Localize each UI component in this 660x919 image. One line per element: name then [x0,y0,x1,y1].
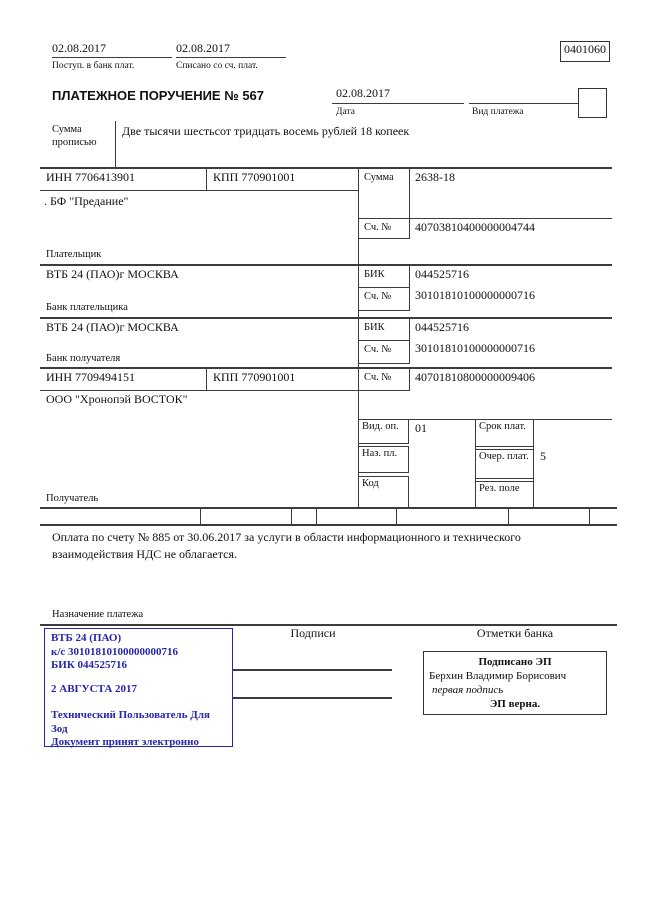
grid-line [396,508,397,525]
bank-marks-label: Отметки банка [476,626,554,640]
grid-line [589,508,590,525]
payee-bank-account-label: Сч. № [364,344,392,355]
stamp-bik: БИК 044525716 [51,659,128,671]
grid-line [40,367,612,369]
grid-line [358,287,410,288]
form-code-box [560,41,610,62]
signature-line [233,697,392,699]
document-date: 02.08.2017 [336,86,390,100]
cell-code-label: Код [358,476,409,508]
grid-line [206,367,207,391]
grid-line [358,390,410,391]
cell-payment-term-label: Срок плат. [475,419,534,447]
grid-line [409,367,410,391]
grid-line [291,508,292,525]
grid-line [409,167,410,239]
cell-operation-type-label: Вид. оп. [358,419,409,444]
payee-bank-bik: 044525716 [415,320,469,334]
stamp-bank-name: ВТБ 24 (ПАО) [51,632,122,644]
payee-bank-bik-label: БИК [364,322,385,333]
document-title: ПЛАТЕЖНОЕ ПОРУЧЕНИЕ № 567 [52,88,265,103]
cell-purpose-code-label: Наз. пл. [358,446,409,473]
grid-line [358,340,410,341]
grid-line [358,363,410,364]
payee-section-label: Получатель [46,493,99,504]
payer-bank-section-label: Банк плательщика [46,302,128,313]
grid-line [358,218,612,219]
signature-kind: первая подпись [432,684,504,696]
purpose-text-line1: Оплата по счету № 885 от 30.06.2017 за услуги в области информационного и технического [52,530,521,544]
payee-account: 40701810800000009406 [415,370,535,384]
form-code: 0401060 [564,42,606,56]
payee-account-label: Сч. № [364,372,392,383]
grid-line [40,317,612,319]
ep-verified: ЭП верна. [489,698,541,710]
grid-line [358,238,410,239]
payer-kpp: КПП 770901001 [213,170,296,184]
grid-line [508,508,509,525]
debited-date: 02.08.2017 [176,41,230,55]
payer-bank-bik-label: БИК [364,269,385,280]
grid-line [332,103,464,104]
payee-name: ООО "Хронопэй ВОСТОК" [46,392,188,406]
payment-kind-label: Вид платежа [472,107,524,117]
purpose-section-label: Назначение платежа [52,609,144,620]
grid-line [200,508,201,525]
received-date-label: Поступ. в банк плат. [52,61,135,71]
grid-line [469,103,581,104]
date-label: Дата [336,107,355,117]
payer-section-label: Плательщик [46,249,102,260]
cell-reserve-label: Рез. поле [475,481,534,508]
payer-bank-name: ВТБ 24 (ПАО)г МОСКВА [46,267,179,281]
bank-stamp-text [51,632,226,750]
payer-bank-account: 30101810100000000716 [415,288,535,302]
grid-line [358,310,410,311]
grid-line [40,524,617,526]
payer-bank-account-label: Сч. № [364,291,392,302]
payer-account-label: Сч. № [364,222,392,233]
grid-line [40,167,612,169]
grid-line [206,167,207,191]
received-date: 02.08.2017 [52,41,106,55]
payee-bank-account: 30101810100000000716 [415,341,535,355]
payer-name: . БФ "Предание" [44,194,129,208]
payer-bank-bik: 044525716 [415,267,469,281]
payee-inn: ИНН 7709494151 [46,370,135,384]
grid-line [176,57,286,58]
stamp-user: Технический Пользователь Для Зод [51,709,210,735]
operation-type-value: 01 [415,421,427,435]
payer-inn: ИНН 7706413901 [46,170,135,184]
signer-name: Берхин Владимир Борисович [429,670,567,682]
stamp-date: 2 АВГУСТА 2017 [51,682,138,695]
signatures-label: Подписи [290,626,336,640]
debited-date-label: Списано со сч. плат. [176,61,258,71]
grid-line [52,57,172,58]
amount-in-words: Две тысячи шестьсот тридцать восемь рублей 18 копеек [122,124,410,138]
stamp-accepted: Документ принят электронно [51,736,199,748]
payee-kpp: КПП 770901001 [213,370,296,384]
cell-priority-label: Очер. плат. [475,449,534,479]
bank-stamp-box [44,628,233,747]
signature-line [233,669,392,671]
grid-line [40,264,612,266]
amount-words-label2: прописью [52,137,97,148]
purpose-text-line2: взаимодействия НДС не облагается. [52,547,237,561]
payer-account: 40703810400000004744 [415,220,535,234]
amount-value: 2638-18 [415,170,455,184]
grid-line [40,390,358,391]
amount-words-label: Сумма [52,124,82,135]
stamp-corr-account: к/с 30101810100000000716 [51,645,179,658]
signed-ep-title: Подписано ЭП [478,656,552,668]
payee-bank-section-label: Банк получателя [46,353,121,364]
bank-marks-box [423,651,607,715]
grid-line [115,121,116,168]
grid-line [316,508,317,525]
priority-value: 5 [540,449,546,463]
payment-kind-box [578,88,607,118]
grid-line [40,190,358,191]
amount-label: Сумма [364,172,394,183]
payee-bank-name: ВТБ 24 (ПАО)г МОСКВА [46,320,179,334]
